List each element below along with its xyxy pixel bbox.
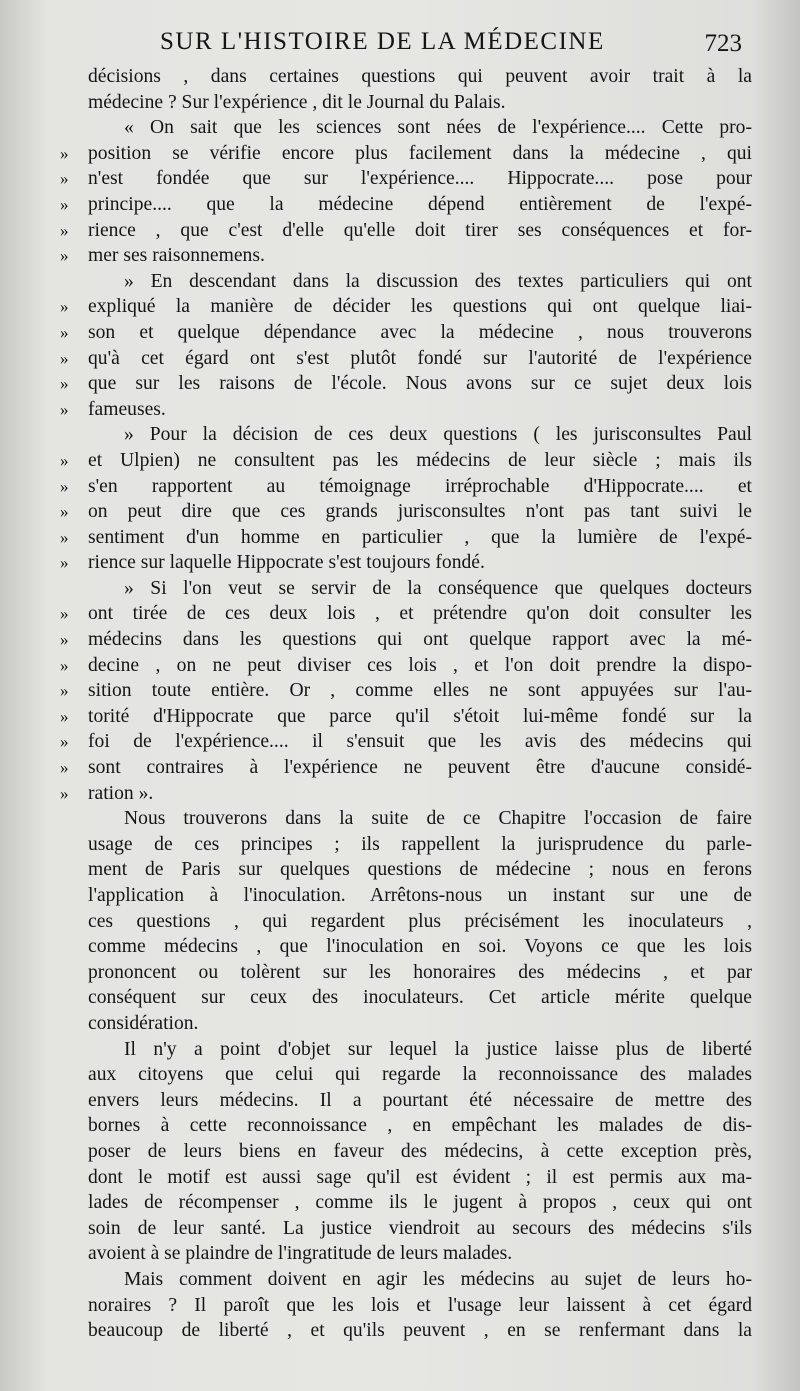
text-line <box>52 1037 752 1063</box>
line-text: bornes à cette reconnoissance , en empêchant les malades de dis- <box>88 1115 752 1137</box>
text-line <box>52 1088 752 1114</box>
text-line <box>52 192 752 218</box>
line-text: rience , que c'est d'elle qu'elle doit tirer ses conséquences et for- <box>88 219 752 241</box>
text-line <box>52 857 752 883</box>
line-text: avoient à se plaindre de l'ingratitude de leurs malades. <box>88 1243 513 1265</box>
line-text: médecins dans les questions qui ont quelque rapport avec la mé- <box>88 629 752 651</box>
text-line <box>52 64 752 90</box>
quote-mark: » <box>60 194 69 214</box>
line-text: expliqué la manière de décider les questions qui ont quelque liai- <box>88 296 752 318</box>
text-line <box>52 627 752 653</box>
text-line <box>52 525 752 551</box>
quote-mark: » <box>60 322 69 342</box>
text-line <box>52 1318 752 1344</box>
line-text: l'application à l'inoculation. Arrêtons-nous un instant sur une de <box>88 885 752 906</box>
line-text: fameuses. <box>88 398 166 420</box>
line-text: que sur les raisons de l'école. Nous avons sur ce sujet deux lois <box>88 373 752 395</box>
text-line <box>52 141 752 167</box>
text-line <box>52 1165 752 1191</box>
quote-mark: » <box>60 348 69 368</box>
line-text: décisions , dans certaines questions qui peuvent avoir trait à la <box>88 66 752 87</box>
line-text: poser de leurs biens en faveur des médecins, à cette exception près, <box>88 1140 752 1162</box>
text-line <box>52 320 752 346</box>
text-line <box>52 397 752 423</box>
text-line <box>52 474 752 500</box>
text-line <box>52 755 752 781</box>
line-text: foi de l'expérience.... il s'ensuit que les avis des médecins qui <box>88 731 752 753</box>
quote-mark: » <box>60 374 69 394</box>
line-text: soin de leur santé. La justice viendroit au secours des médecins s'ils <box>88 1217 752 1239</box>
text-line <box>52 115 752 141</box>
line-text: usage de ces principes ; ils rappellent la jurisprudence du parle- <box>88 833 752 855</box>
page-number: 723 <box>704 30 742 57</box>
quote-mark: » <box>60 399 69 419</box>
line-text: aux citoyens que celui qui regarde la reconnoissance des malades <box>88 1064 752 1086</box>
line-text: torité d'Hippocrate que parce qu'il s'étoit lui-même fondé sur la <box>88 705 752 727</box>
text-line <box>52 448 752 474</box>
text-line <box>52 832 752 858</box>
line-text: ration ». <box>88 782 154 804</box>
line-text: et Ulpien) ne consultent pas les médecins de leur siècle ; mais ils <box>88 449 752 471</box>
text-line <box>52 550 752 576</box>
text-line <box>52 576 752 602</box>
text-line <box>52 909 752 935</box>
quote-mark: » <box>60 527 69 547</box>
page-header <box>0 28 800 62</box>
line-text: mer ses raisonnemens. <box>88 245 265 267</box>
line-text: prononcent ou tolèrent sur les honoraires des médecins , et par <box>88 961 752 983</box>
quote-mark: » <box>60 553 69 573</box>
text-line <box>52 806 752 832</box>
line-text: comme médecins , que l'inoculation en soi. Voyons ce que les lois <box>88 936 752 958</box>
body-text <box>52 64 752 1344</box>
text-line <box>52 601 752 627</box>
text-line <box>52 960 752 986</box>
line-text: ces questions , qui regardent plus précisément les inoculateurs , <box>88 910 752 932</box>
text-line <box>52 704 752 730</box>
line-text: beaucoup de liberté , et qu'ils peuvent , en se renfermant dans la <box>88 1320 752 1342</box>
text-line <box>52 678 752 704</box>
line-text: sont contraires à l'expérience ne peuvent être d'aucune considé- <box>88 757 752 779</box>
text-line <box>52 781 752 807</box>
line-text: envers leurs médecins. Il a pourtant été nécessaire de mettre des <box>88 1089 752 1111</box>
text-line <box>52 1062 752 1088</box>
quote-mark: » <box>60 297 69 317</box>
line-text: qu'à cet égard ont s'est plutôt fondé sur l'autorité de l'expérience <box>88 347 752 369</box>
text-line <box>52 1216 752 1242</box>
quote-mark: » <box>60 655 69 675</box>
line-text: son et quelque dépendance avec la médecine , nous trouverons <box>88 321 752 343</box>
text-line <box>52 499 752 525</box>
quote-mark: » <box>60 604 69 624</box>
line-text: ment de Paris sur quelques questions de médecine ; nous en ferons <box>88 859 752 881</box>
text-line <box>52 985 752 1011</box>
quote-mark: » <box>60 630 69 650</box>
line-text: Mais comment doivent en agir les médecins au sujet de leurs ho- <box>124 1268 752 1290</box>
text-line <box>52 729 752 755</box>
text-line <box>52 371 752 397</box>
line-text: position se vérifie encore plus facilement dans la médecine , qui <box>88 142 752 164</box>
quote-mark: » <box>60 476 69 496</box>
quote-mark: » <box>60 681 69 701</box>
text-line <box>52 218 752 244</box>
line-text: « On sait que les sciences sont nées de l'expérience.... Cette pro- <box>124 117 752 139</box>
line-text: dont le motif est aussi sage qu'il est évident ; il est permis aux ma- <box>88 1166 752 1188</box>
quote-mark: » <box>60 783 69 803</box>
quote-mark: » <box>60 450 69 470</box>
text-line <box>52 883 752 909</box>
line-text: conséquent sur ceux des inoculateurs. Cet article mérite quelque <box>88 987 752 1009</box>
text-line <box>52 1241 752 1267</box>
running-title: SUR L'HISTOIRE DE LA MÉDECINE <box>160 28 605 55</box>
line-text: on peut dire que ces grands jurisconsultes n'ont pas tant suivi le <box>88 501 752 523</box>
line-text: rience sur laquelle Hippocrate s'est toujours fondé. <box>88 552 485 574</box>
line-text: s'en rapportent au témoignage irréprochable d'Hippocrate.... et <box>88 475 752 497</box>
line-text: médecine ? Sur l'expérience , dit le Journal du Palais. <box>88 91 506 113</box>
text-line <box>52 294 752 320</box>
line-text: Il n'y a point d'objet sur lequel la justice laisse plus de liberté <box>124 1038 752 1060</box>
line-text: n'est fondée que sur l'expérience.... Hippocrate.... pose pour <box>88 168 752 190</box>
line-text: » En descendant dans la discussion des textes particuliers qui ont <box>124 270 752 292</box>
line-text: » Pour la décision de ces deux questions ( les jurisconsultes Paul <box>124 424 752 446</box>
line-text: Nous trouverons dans la suite de ce Chapitre l'occasion de faire <box>124 808 752 830</box>
line-text: ont tirée de ces deux lois , et prétendre qu'on doit consulter les <box>88 603 752 625</box>
quote-mark: » <box>60 502 69 522</box>
text-line <box>52 1011 752 1037</box>
text-line <box>52 1267 752 1293</box>
quote-mark: » <box>60 220 69 240</box>
line-text: noraires ? Il paroît que les lois et l'usage leur laissent à cet égard <box>88 1294 752 1316</box>
text-line <box>52 653 752 679</box>
quote-mark: » <box>60 143 69 163</box>
quote-mark: » <box>60 706 69 726</box>
text-line <box>52 1190 752 1216</box>
text-line <box>52 1139 752 1165</box>
line-text: lades de récompenser , comme ils le jugent à propos , ceux qui ont <box>88 1192 752 1214</box>
quote-mark: » <box>60 732 69 752</box>
line-text: sition toute entière. Or , comme elles ne sont appuyées sur l'au- <box>88 680 752 702</box>
line-text: principe.... que la médecine dépend entièrement de l'expé- <box>88 193 752 215</box>
text-line <box>52 243 752 269</box>
line-text: decine , on ne peut diviser ces lois , et l'on doit prendre la dispo- <box>88 654 752 676</box>
quote-mark: » <box>60 169 69 189</box>
quote-mark: » <box>60 246 69 266</box>
text-line <box>52 934 752 960</box>
text-line <box>52 1113 752 1139</box>
text-line <box>52 269 752 295</box>
quote-mark: » <box>60 758 69 778</box>
line-text: sentiment d'un homme en particulier , que la lumière de l'expé- <box>88 526 752 548</box>
line-text: » Si l'on veut se servir de la conséquence que quelques docteurs <box>124 577 752 599</box>
text-line <box>52 90 752 116</box>
text-line <box>52 1293 752 1319</box>
line-text: considération. <box>88 1012 199 1034</box>
text-line <box>52 346 752 372</box>
text-line <box>52 422 752 448</box>
text-line <box>52 166 752 192</box>
